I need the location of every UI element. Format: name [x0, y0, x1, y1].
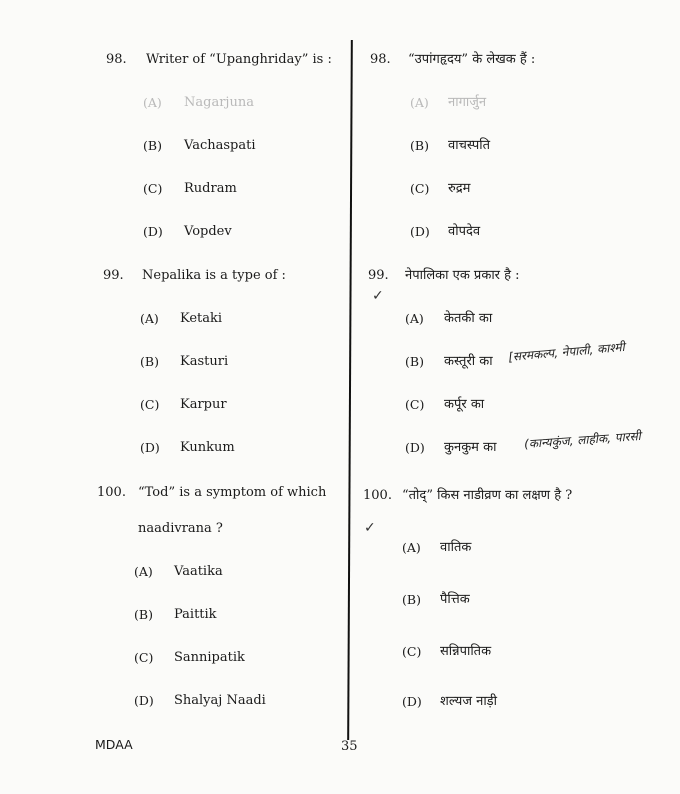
q99-option-a-letter: (A): [140, 311, 159, 326]
q98-hi-option-c-letter: (C): [410, 181, 430, 196]
handwritten-note-d: (कान्यकुंज, लाहीक, पारसी: [523, 428, 642, 452]
q100-option-a-letter: (A): [134, 564, 153, 579]
q100-hi-number: 100.: [363, 488, 392, 503]
q99-option-d-text: Kunkum: [180, 440, 235, 455]
q100-question-line2: naadivrana ?: [138, 521, 223, 536]
handwritten-tick-mark-2: ✓: [364, 520, 376, 536]
q99-option-b-text: Kasturi: [180, 354, 229, 369]
q100-option-b-letter: (B): [134, 607, 153, 622]
q100-hi-option-a-letter: (A): [402, 540, 421, 555]
q99-hi-option-b-text: कस्तूरी का: [444, 354, 493, 369]
q98-hi-option-a-letter: (A): [410, 95, 429, 110]
q98-hi-number: 98.: [370, 52, 391, 67]
q99-hi-option-b-letter: (B): [405, 354, 424, 369]
q100-hi-question: “तोद्” किस नाडीव्रण का लक्षण है ?: [402, 488, 573, 503]
q100-number: 100.: [97, 485, 126, 500]
q98-number: 98.: [106, 52, 127, 67]
q100-question-line1: “Tod” is a symptom of which: [138, 485, 327, 500]
q99-hi-option-c-text: कर्पूर का: [444, 397, 485, 412]
q98-hi-option-b-text: वाचस्पति: [448, 138, 491, 153]
column-divider: [347, 40, 353, 740]
q100-option-c-letter: (C): [134, 650, 154, 665]
q98-hi-question: “उपांगहृदय” के लेखक हैं :: [408, 52, 536, 67]
q98-question: Writer of “Upanghriday” is :: [146, 52, 332, 67]
q99-option-c-letter: (C): [140, 397, 160, 412]
handwritten-tick-mark: ✓: [372, 288, 384, 304]
q99-option-d-letter: (D): [140, 440, 160, 455]
footer-page-number: 35: [341, 739, 358, 754]
q100-option-d-letter: (D): [134, 693, 154, 708]
q100-hi-option-d-letter: (D): [402, 694, 422, 709]
q100-hi-option-c-text: सन्निपातिक: [440, 644, 492, 659]
q99-hi-option-d-text: कुनकुम का: [444, 440, 497, 455]
q100-hi-option-d-text: शल्यज नाड़ी: [440, 694, 498, 709]
q98-option-d-text: Vopdev: [184, 224, 232, 239]
q98-option-c-letter: (C): [143, 181, 163, 196]
q98-hi-option-d-letter: (D): [410, 224, 430, 239]
q98-option-d-letter: (D): [143, 224, 163, 239]
q100-hi-option-b-letter: (B): [402, 592, 421, 607]
q98-option-a-letter: (A): [143, 95, 162, 110]
q99-hi-option-d-letter: (D): [405, 440, 425, 455]
q98-hi-option-b-letter: (B): [410, 138, 429, 153]
q100-option-c-text: Sannipatik: [174, 650, 245, 665]
q98-option-b-letter: (B): [143, 138, 162, 153]
q100-option-b-text: Paittik: [174, 607, 217, 622]
q99-option-b-letter: (B): [140, 354, 159, 369]
q99-hi-option-c-letter: (C): [405, 397, 425, 412]
q99-hi-number: 99.: [368, 268, 389, 283]
q98-option-a-text: Nagarjuna: [184, 95, 254, 110]
q100-option-a-text: Vaatika: [174, 564, 223, 579]
q98-hi-option-a-text: नागार्जुन: [448, 95, 487, 110]
q99-option-a-text: Ketaki: [180, 311, 223, 326]
q99-option-c-text: Karpur: [180, 397, 227, 412]
q99-number: 99.: [103, 268, 124, 283]
q99-hi-option-a-text: केतकी का: [444, 311, 493, 326]
q98-option-b-text: Vachaspati: [184, 138, 256, 153]
q100-hi-option-a-text: वातिक: [440, 540, 472, 555]
handwritten-note-b: [सरमकल्प, नेपाली, काश्मी: [507, 339, 626, 365]
footer-booklet-code: MDAA: [95, 737, 133, 752]
q100-hi-option-b-text: पैत्तिक: [440, 592, 470, 607]
q100-option-d-text: Shalyaj Naadi: [174, 693, 266, 708]
q99-hi-question: नेपालिका एक प्रकार है :: [405, 268, 520, 283]
q98-hi-option-d-text: वोपदेव: [448, 224, 481, 239]
q98-hi-option-c-text: रुद्रम: [448, 181, 471, 196]
q98-option-c-text: Rudram: [184, 181, 237, 196]
q100-hi-option-c-letter: (C): [402, 644, 422, 659]
q99-hi-option-a-letter: (A): [405, 311, 424, 326]
q99-question: Nepalika is a type of :: [142, 268, 286, 283]
